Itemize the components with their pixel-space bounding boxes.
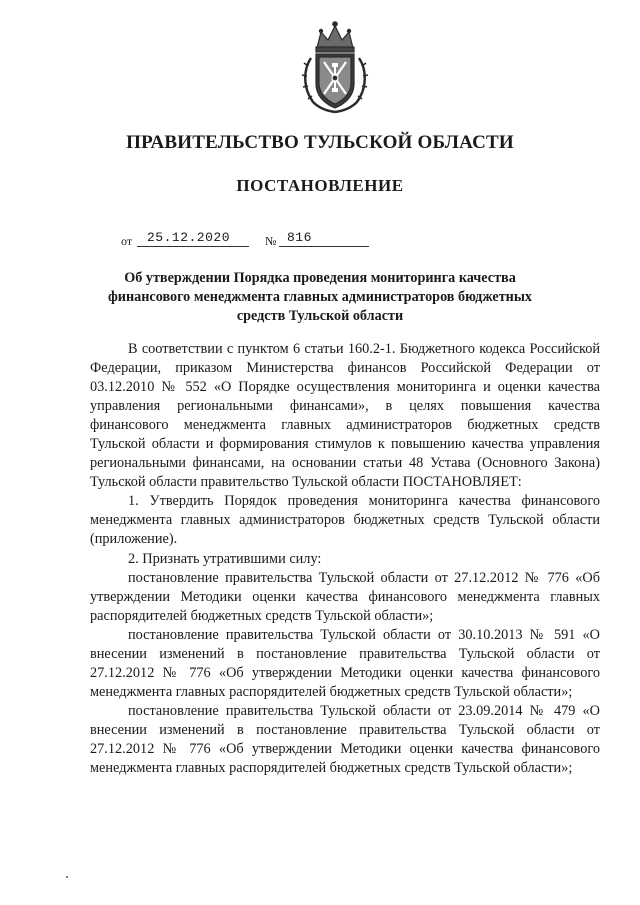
document-kind-title: ПОСТАНОВЛЕНИЕ <box>236 176 404 195</box>
repealed-act-paragraph: постановление правительства Тульской области от 27.12.2012 № 776 «Об утверждении Методики оценки качества финансового менеджмента главных распорядителей бюджетных средств Тульской области»; <box>90 569 600 624</box>
document-date: 25.12.2020 <box>147 230 231 245</box>
date-prefix: от <box>121 234 133 248</box>
body-paragraph-item-2: 2. Признать утратившими силу: <box>128 550 322 567</box>
date-underline <box>137 246 249 247</box>
document-body <box>90 340 600 778</box>
number-underline <box>279 246 369 247</box>
scan-speck <box>66 876 68 878</box>
date-number-line <box>121 230 381 248</box>
repealed-act-paragraph: постановление правительства Тульской области от 23.09.2014 № 479 «О внесении изменений в постановление правительства Тульской области от 27.12.2012 № 776 «Об утверждении Методики оценки качества финансового менеджмента главных распорядителей бюджетных средств Тульской области»; <box>90 702 600 777</box>
document-subject <box>90 269 550 326</box>
subject-line: Об утверждении Порядка проведения мониторинга качества <box>124 270 516 286</box>
subject-line: средств Тульской области <box>236 308 404 324</box>
government-title: ПРАВИТЕЛЬСТВО ТУЛЬСКОЙ ОБЛАСТИ <box>126 132 514 153</box>
repealed-act-paragraph: постановление правительства Тульской области от 30.10.2013 № 591 «О внесении изменений в постановление правительства Тульской области от 27.12.2012 № 776 «Об утверждении Методики оценки качества финансового менеджмента главных распорядителей бюджетных средств Тульской области»; <box>90 626 600 700</box>
document-number: 816 <box>287 230 312 245</box>
body-paragraph-item-1: 1. Утвердить Порядок проведения мониторинга качества финансового менеджмента главных администраторов бюджетных средств Тульской области (приложение). <box>90 493 600 548</box>
tula-coat-of-arms-icon <box>299 18 371 114</box>
body-paragraph-preamble: В соответствии с пунктом 6 статьи 160.2-1. Бюджетного кодекса Российской Федерации, приказом Министерства финансов Российской Федерации от 03.12.2010 № 552 «О Порядке осуществления мониторинга и оценки качества управления региональными финансами», в целях повышения качества финансового менеджмента главных администраторов бюджетных средств Тульской области и формирования стимулов к повышению качества управления региональными финансами, на основании статьи 48 Устава (Основного Закона) Тульской области правительство Тульской области ПОСТАНОВЛЯЕТ: <box>90 341 600 491</box>
number-prefix: № <box>265 234 277 248</box>
subject-line: финансового менеджмента главных администраторов бюджетных <box>107 289 533 305</box>
